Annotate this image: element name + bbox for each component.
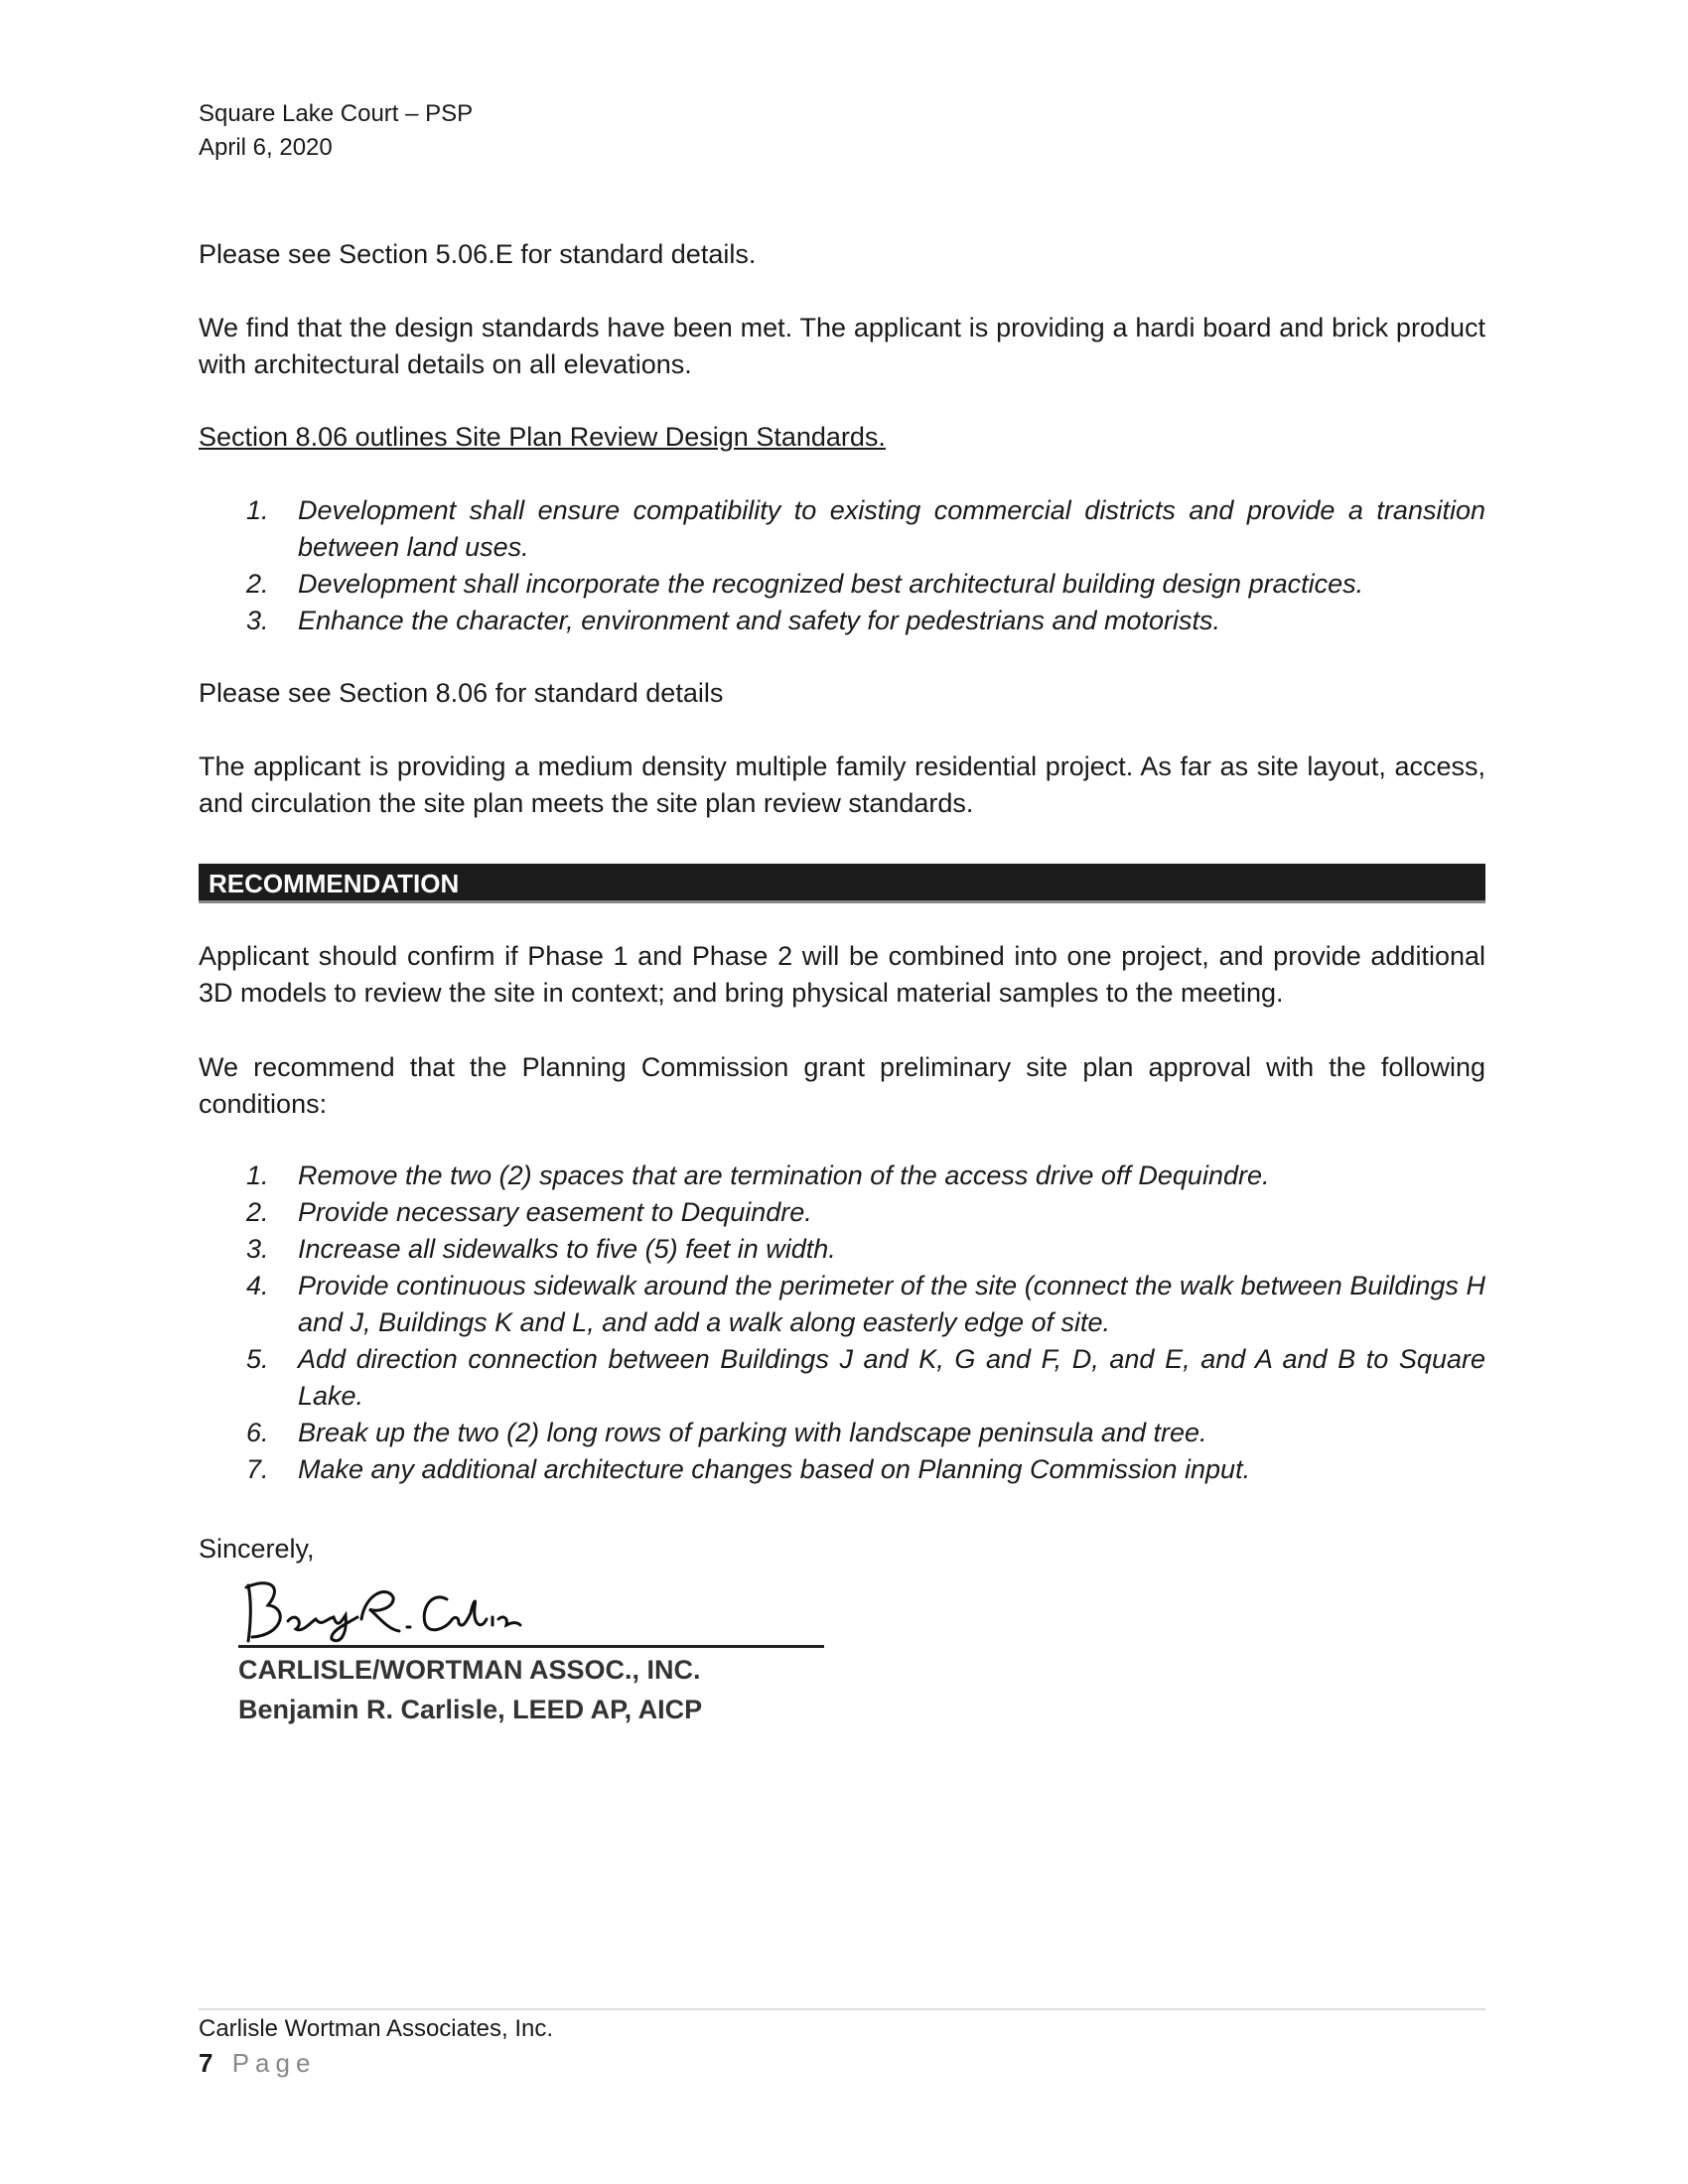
- body-section: [199, 419, 1485, 456]
- paragraph-section-8-06: Please see Section 8.06 for standard details: [199, 678, 724, 708]
- signer-name: Benjamin R. Carlisle, LEED AP, AICP: [238, 1695, 703, 1724]
- list-item: 2. Development shall incorporate the recognized best architectural building design practices.: [246, 569, 1364, 599]
- body-section: [199, 749, 1485, 822]
- body-section: [199, 236, 1485, 273]
- paragraph-design-standards-met: We find that the design standards have been met. The applicant is providing a hardi board and brick product with architectural details on all elevations.: [199, 313, 1485, 379]
- paragraph-section-5-06: Please see Section 5.06.E for standard details.: [199, 239, 757, 269]
- list-item: 7. Make any additional architecture changes based on Planning Commission input.: [246, 1454, 1251, 1484]
- list-item: 1. Remove the two (2) spaces that are termination of the access drive off Dequindre.: [246, 1160, 1270, 1190]
- design-standards-list: [199, 492, 1485, 639]
- body-section: [199, 492, 1485, 639]
- firm-name: CARLISLE/WORTMAN ASSOC., INC.: [238, 1655, 701, 1685]
- recommendation-heading: RECOMMENDATION: [199, 864, 1485, 903]
- footer-organization: Carlisle Wortman Associates, Inc.: [199, 2015, 554, 2042]
- section-8-06-heading: Section 8.06 outlines Site Plan Review Design Standards.: [199, 422, 886, 452]
- list-item: 4. Provide continuous sidewalk around the perimeter of the site (connect the walk between Buildings H and J, Buildings K and L, and add a walk along easterly edge of site.: [246, 1271, 1485, 1337]
- list-item: 2. Provide necessary easement to Dequindre.: [246, 1197, 812, 1227]
- list-item: 6. Break up the two (2) long rows of parking with landscape peninsula and tree.: [246, 1418, 1207, 1447]
- handwritten-signature: [238, 1573, 536, 1648]
- list-item: 5. Add direction connection between Buildings J and K, G and F, D, and E, and A and B to Square Lake.: [246, 1344, 1485, 1411]
- paragraph-recommend-approval: We recommend that the Planning Commission grant preliminary site plan approval with the following conditions:: [199, 1052, 1485, 1119]
- list-item: 3. Increase all sidewalks to five (5) feet in width.: [246, 1234, 836, 1264]
- paragraph-site-layout: The applicant is providing a medium density multiple family residential project. As far as site layout, access, and circulation the site plan meets the site plan review standards.: [199, 751, 1485, 818]
- page-number: 7: [199, 2048, 213, 2078]
- body-section: [199, 938, 1485, 1012]
- footer-divider: [199, 2008, 1485, 2010]
- project-title: Square Lake Court – PSP: [199, 100, 474, 127]
- paragraph-applicant-confirm: Applicant should confirm if Phase 1 and Phase 2 will be combined into one project, and provide additional 3D models to review the site in context; and bring physical material samples to the meeting.: [199, 941, 1485, 1008]
- document-header: [199, 97, 473, 165]
- conditions-list: [199, 1158, 1485, 1488]
- body-section: [199, 1049, 1485, 1123]
- body-section: [199, 675, 1485, 712]
- page-indicator: [199, 2047, 316, 2079]
- salutation: Sincerely,: [199, 1534, 315, 1564]
- list-item: 3. Enhance the character, environment and safety for pedestrians and motorists.: [246, 606, 1221, 635]
- page-label: Page: [231, 2048, 317, 2078]
- body-section: [199, 1158, 1485, 1488]
- list-item: 1. Development shall ensure compatibility to existing commercial districts and provide a transition between land uses.: [246, 495, 1485, 562]
- signature-line: [238, 1645, 824, 1648]
- body-section: [199, 310, 1485, 383]
- document-date: April 6, 2020: [199, 134, 333, 161]
